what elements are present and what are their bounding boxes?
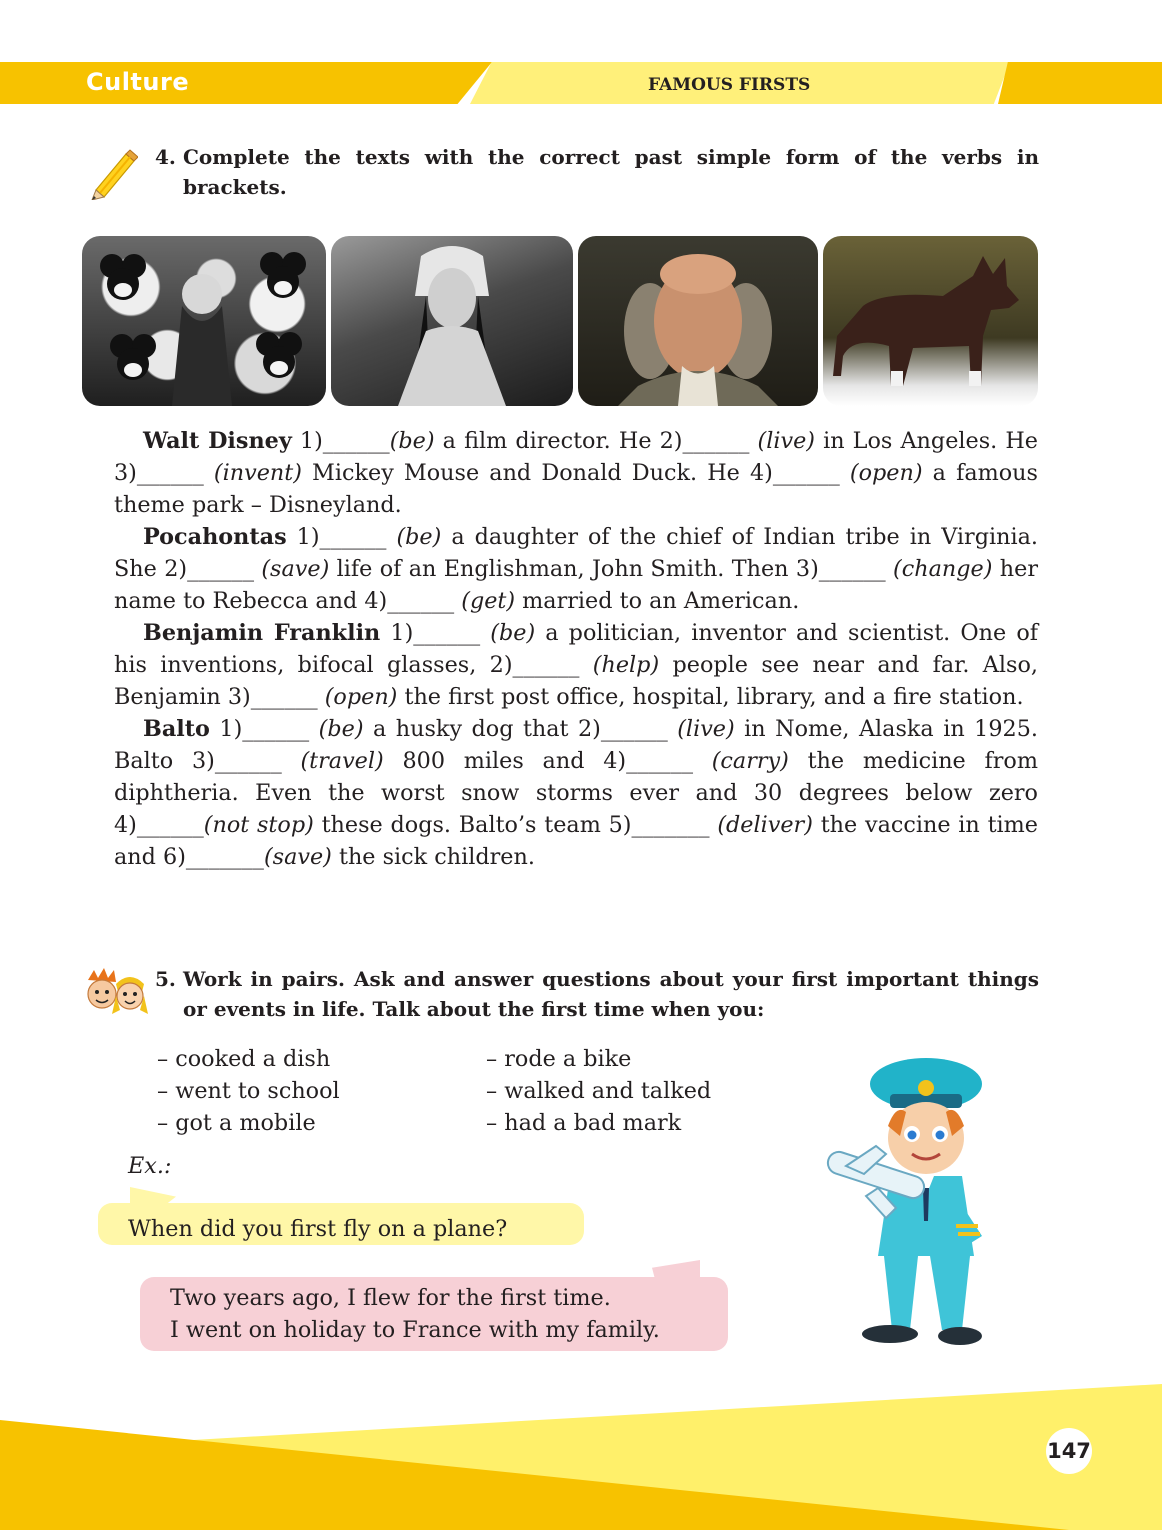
task-5-instruction bbox=[155, 964, 1039, 1024]
name-benjamin-franklin: Benjamin Franklin bbox=[143, 620, 381, 646]
name-balto: Balto bbox=[143, 716, 210, 742]
activity-list-right bbox=[486, 1043, 711, 1139]
franklin-portrait-icon bbox=[578, 236, 818, 406]
verb-hint: (get) bbox=[461, 588, 516, 614]
photo-pocahontas bbox=[331, 236, 573, 406]
verb-hint: (help) bbox=[592, 652, 660, 678]
mickey-toys-icon bbox=[82, 236, 326, 406]
paragraph-benjamin-franklin: Benjamin Franklin 1)______ (be) a politician, inventor and scientist. One of his inventions, bifocal glasses, 2)______ (help) people see near and far. Also, Benjamin 3)______ (open) the first post office, hospital, library, and a fire station. bbox=[114, 620, 1038, 710]
photo-balto bbox=[823, 236, 1038, 406]
verb-hint: (invent) bbox=[213, 460, 302, 486]
task-5-text: Work in pairs. Ask and answer questions about your first important things or events in life. Talk about the first time when you: bbox=[183, 967, 1039, 1021]
verb-hint: (carry) bbox=[711, 748, 789, 774]
name-walt-disney: Walt Disney bbox=[143, 428, 292, 454]
task-5-number: 5. bbox=[155, 967, 176, 991]
verb-hint: (deliver) bbox=[717, 812, 813, 838]
list-item: – rode a bike bbox=[486, 1046, 632, 1072]
verb-hint: (live) bbox=[757, 428, 815, 454]
example-label: Ex.: bbox=[128, 1153, 172, 1179]
verb-hint: (open) bbox=[324, 684, 398, 710]
task-4-number: 4. bbox=[155, 145, 176, 169]
verb-hint: (not stop) bbox=[203, 812, 314, 838]
verb-hint: (be) bbox=[389, 428, 435, 454]
pair-work-icon bbox=[84, 966, 148, 1020]
verb-hint: (be) bbox=[318, 716, 364, 742]
task-4-instruction bbox=[155, 142, 1039, 202]
husky-dog-icon bbox=[823, 236, 1038, 406]
verb-hint: (save) bbox=[263, 844, 332, 870]
list-item: – walked and talked bbox=[486, 1078, 712, 1104]
activity-list-left bbox=[157, 1043, 340, 1139]
verb-hint: (be) bbox=[396, 524, 442, 550]
pencil-icon bbox=[88, 146, 138, 200]
list-item: – cooked a dish bbox=[157, 1046, 331, 1072]
verb-hint: (open) bbox=[849, 460, 923, 486]
list-item: – had a bad mark bbox=[486, 1110, 682, 1136]
header-bar-left bbox=[0, 62, 492, 104]
verb-hint: (be) bbox=[490, 620, 536, 646]
question-text: When did you first fly on a plane? bbox=[128, 1216, 508, 1242]
verb-hint: (travel) bbox=[300, 748, 384, 774]
pilot-boy-illustration bbox=[806, 1046, 1040, 1348]
verb-hint: (save) bbox=[261, 556, 330, 582]
header-bar-right bbox=[998, 62, 1162, 104]
verb-hint: (change) bbox=[893, 556, 993, 582]
reading-texts bbox=[114, 425, 1038, 873]
photo-walt-disney bbox=[82, 236, 326, 406]
paragraph-balto: Balto 1)______ (be) a husky dog that 2)______ (live) in Nome, Alaska in 1925. Balto 3)______ (travel) 800 miles and 4)______ (carry) the medicine from diphtheria. Even the worst snow storms ever and 30 degrees below zero 4)______(not stop) these dogs. Balto’s team 5)_______ (deliver) the vaccine in time and 6)_______(save) the sick children. bbox=[114, 716, 1038, 870]
paragraph-pocahontas: Pocahontas 1)______ (be) a daughter of the chief of Indian tribe in Virginia. She 2)______ (save) life of an Englishman, John Smith. Then 3)______ (change) her name to Rebecca and 4)______ (get) married to an American. bbox=[114, 524, 1038, 614]
paragraph-walt-disney: Walt Disney 1)______(be) a film director. He 2)______ (live) in Los Angeles. He 3)______ (invent) Mickey Mouse and Donald Duck. He 4)______ (open) a famous theme park – Disneyland. bbox=[114, 428, 1038, 518]
pocahontas-portrait-icon bbox=[331, 236, 573, 406]
answer-text-line1: Two years ago, I flew for the first time. bbox=[170, 1285, 611, 1311]
task-4-text: Complete the texts with the correct past simple form of the verbs in brackets. bbox=[183, 145, 1039, 199]
page-title: FAMOUS FIRSTS bbox=[648, 75, 811, 95]
list-item: – went to school bbox=[157, 1078, 340, 1104]
verb-hint: (live) bbox=[677, 716, 735, 742]
page-number: 147 bbox=[1047, 1439, 1091, 1463]
photo-benjamin-franklin bbox=[578, 236, 818, 406]
list-item: – got a mobile bbox=[157, 1110, 316, 1136]
name-pocahontas: Pocahontas bbox=[143, 524, 287, 550]
section-label: Culture bbox=[86, 68, 190, 96]
answer-text-line2: I went on holiday to France with my family. bbox=[170, 1317, 660, 1343]
